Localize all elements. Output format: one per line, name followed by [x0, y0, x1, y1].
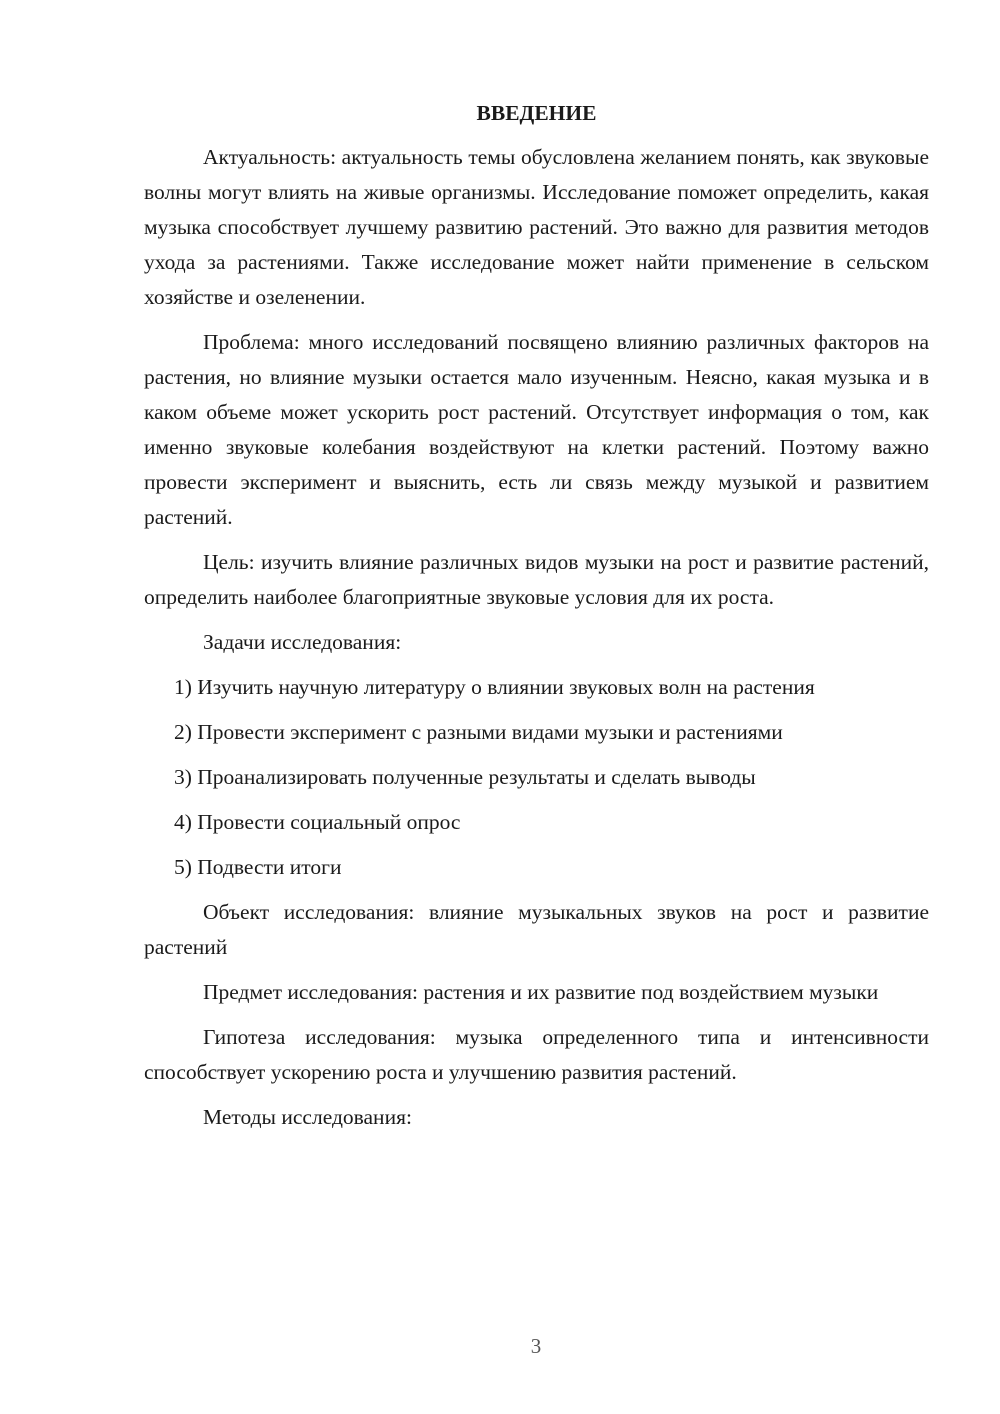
methods-heading: Методы исследования: — [203, 1105, 412, 1129]
page-title: ВВЕДЕНИЕ — [476, 101, 597, 125]
problem-paragraph: Проблема: много исследований посвящено влиянию различных факторов на растения, но влияние музыки остается мало изученным. Неясно, какая музыка и в каком объеме может ускорить рост растений. Отсутствует информация о том, как именно звуковые колебания воздействуют на клетки растений. Поэтому важно провести эксперимент и выяснить, есть ли связь между музыкой и развитием растений. — [144, 330, 929, 529]
relevance-paragraph: Актуальность: актуальность темы обусловлена желанием понять, как звуковые волны могут влиять на живые организмы. Исследование поможет определить, какая музыка способствует лучшему развитию растений. Это важно для развития методов ухода за растениями. Также исследование может найти применение в сельском хозяйстве и озеленении. — [144, 145, 929, 309]
tasks-heading: Задачи исследования: — [203, 630, 402, 654]
task-item: 3) Проанализировать полученные результаты и сделать выводы — [174, 765, 756, 789]
subject-paragraph: Предмет исследования: растения и их развитие под воздействием музыки — [203, 980, 879, 1004]
task-item: 5) Подвести итоги — [174, 855, 342, 879]
object-paragraph: Объект исследования: влияние музыкальных звуков на рост и развитие растений — [144, 900, 929, 959]
task-item: 4) Провести социальный опрос — [174, 810, 461, 834]
hypothesis-paragraph: Гипотеза исследования: музыка определенного типа и интенсивности способствует ускорению роста и улучшению развития растений. — [144, 1025, 929, 1084]
page-number: 3 — [530, 1334, 542, 1358]
page-content — [144, 96, 929, 1135]
task-item: 2) Провести эксперимент с разными видами музыки и растениями — [174, 720, 783, 744]
task-item: 1) Изучить научную литературу о влиянии звуковых волн на растения — [174, 675, 815, 699]
goal-paragraph: Цель: изучить влияние различных видов музыки на рост и развитие растений, определить наиболее благоприятные звуковые условия для их роста. — [144, 550, 929, 609]
